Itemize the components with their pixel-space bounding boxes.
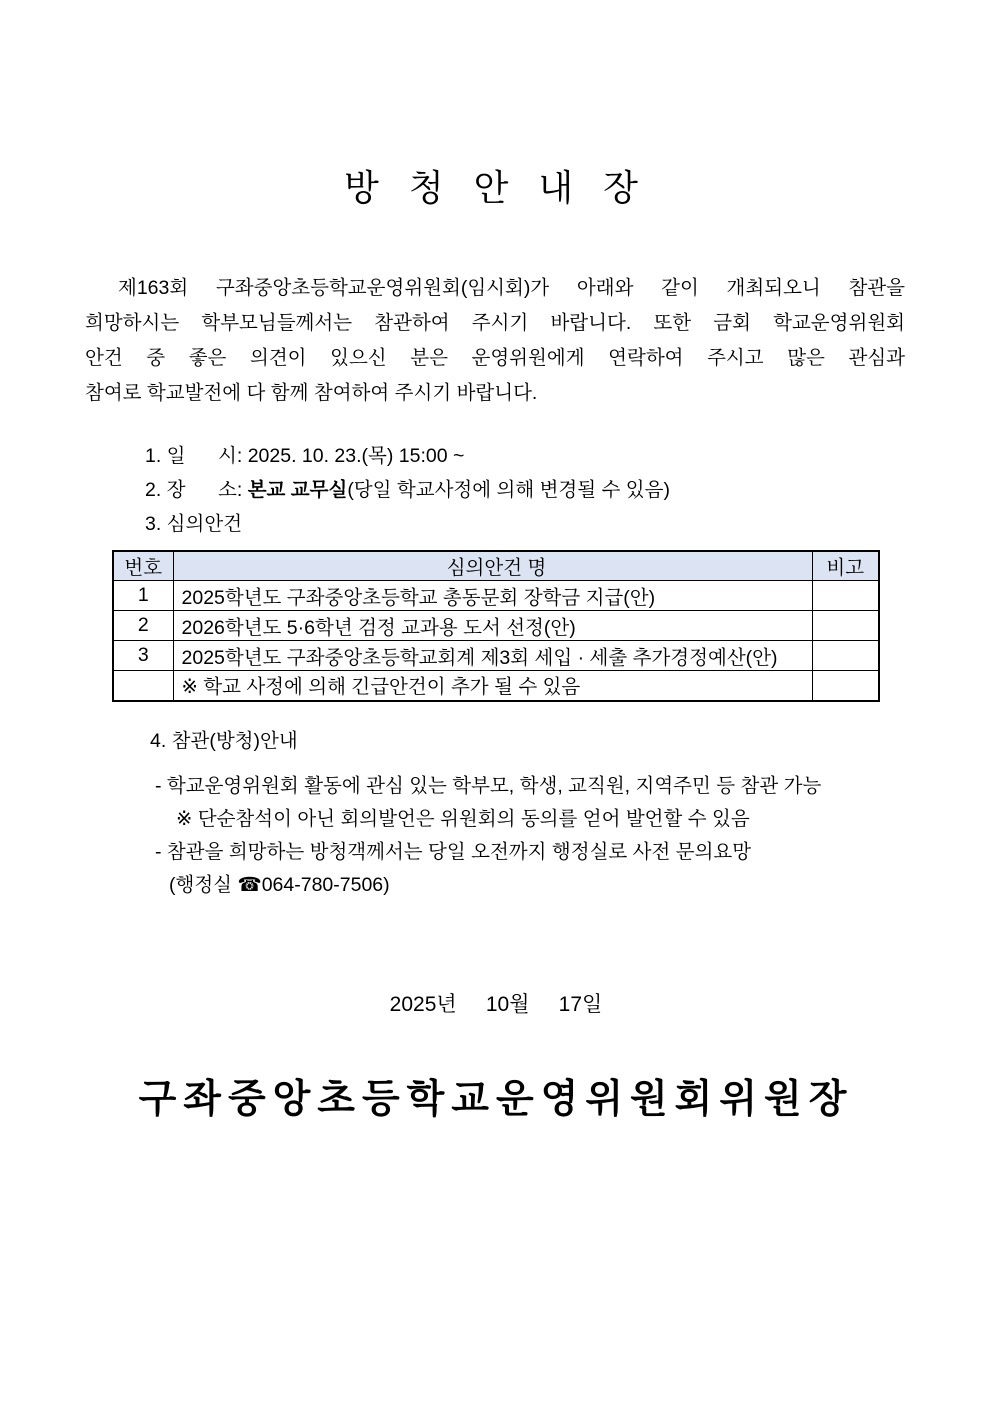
- meeting-datetime: 1. 일 시: 2025. 10. 23.(목) 15:00 ~: [145, 445, 465, 467]
- cell-note: [812, 641, 879, 671]
- cell-number: [113, 671, 173, 701]
- table-row: [113, 581, 879, 611]
- cell-agenda-name: 2026학년도 5·6학년 검정 교과용 도서 선정(안): [173, 611, 812, 641]
- attendance-section-label: 4. 참관(방청)안내: [150, 729, 298, 752]
- attendance-guidelines: [155, 770, 992, 902]
- cell-agenda-name: ※ 학교 사정에 의해 긴급안건이 추가 될 수 있음: [173, 671, 812, 701]
- intro-line: 제163회 구좌중앙초등학교운영위원회(임시회)가 아래와 같이 개최되오니 참관을: [118, 277, 905, 299]
- table-row: [113, 671, 879, 701]
- signature-title: 구좌중앙초등학교운영위원회위원장: [138, 1077, 854, 1121]
- meeting-place-label: 2. 장 소:: [145, 479, 248, 501]
- meeting-place-value: 본교 교무실: [247, 479, 348, 501]
- header-cell-number: 번호: [113, 551, 173, 581]
- cell-note: [812, 611, 879, 641]
- cell-agenda-name: 2025학년도 구좌중앙초등학교회계 제3회 세입 · 세출 추가경정예산(안): [173, 641, 812, 671]
- table-header-row: [113, 551, 879, 581]
- cell-number: 3: [113, 641, 173, 671]
- intro-line: 희망하시는 학부모님들께서는 참관하여 주시기 바랍니다. 또한 금회 학교운영위원회: [85, 312, 905, 334]
- header-cell-note: 비고: [812, 551, 879, 581]
- cell-number: 1: [113, 581, 173, 611]
- issue-date: 2025년 10월 17일: [389, 992, 603, 1016]
- intro-paragraph: [85, 271, 905, 411]
- table-row: [113, 611, 879, 641]
- cell-number: 2: [113, 611, 173, 641]
- agenda-table: [112, 550, 880, 702]
- agenda-table-header: [113, 551, 879, 581]
- attendance-bullet: - 참관을 희망하는 방청객께서는 당일 오전까지 행정실로 사전 문의요망: [155, 840, 752, 863]
- intro-line: 안건 중 좋은 의견이 있으신 분은 운영위원에게 연락하여 주시고 많은 관심과: [85, 347, 905, 369]
- meeting-place: [145, 473, 992, 507]
- table-row: [113, 641, 879, 671]
- cell-note: [812, 581, 879, 611]
- agenda-section-label: 3. 심의안건: [145, 513, 243, 535]
- meeting-info-list: [145, 439, 992, 541]
- meeting-place-remark: (당일 학교사정에 의해 변경될 수 있음): [347, 479, 670, 501]
- attendance-note: ※ 단순참석이 아닌 회의발언은 위원회의 동의를 얻어 발언할 수 있음: [176, 807, 750, 830]
- cell-note: [812, 671, 879, 701]
- cell-agenda-name: 2025학년도 구좌중앙초등학교 총동문회 장학금 지급(안): [173, 581, 812, 611]
- page-title: 방 청 안 내 장: [344, 167, 648, 208]
- contact-phone: (행정실 ☎064-780-7506): [169, 873, 390, 896]
- intro-line: 참여로 학교발전에 다 함께 참여하여 주시기 바랍니다.: [85, 382, 538, 404]
- header-cell-agenda-name: 심의안건 명: [173, 551, 812, 581]
- attendance-bullet: - 학교운영위원회 활동에 관심 있는 학부모, 학생, 교직원, 지역주민 등 참관 가능: [155, 774, 822, 797]
